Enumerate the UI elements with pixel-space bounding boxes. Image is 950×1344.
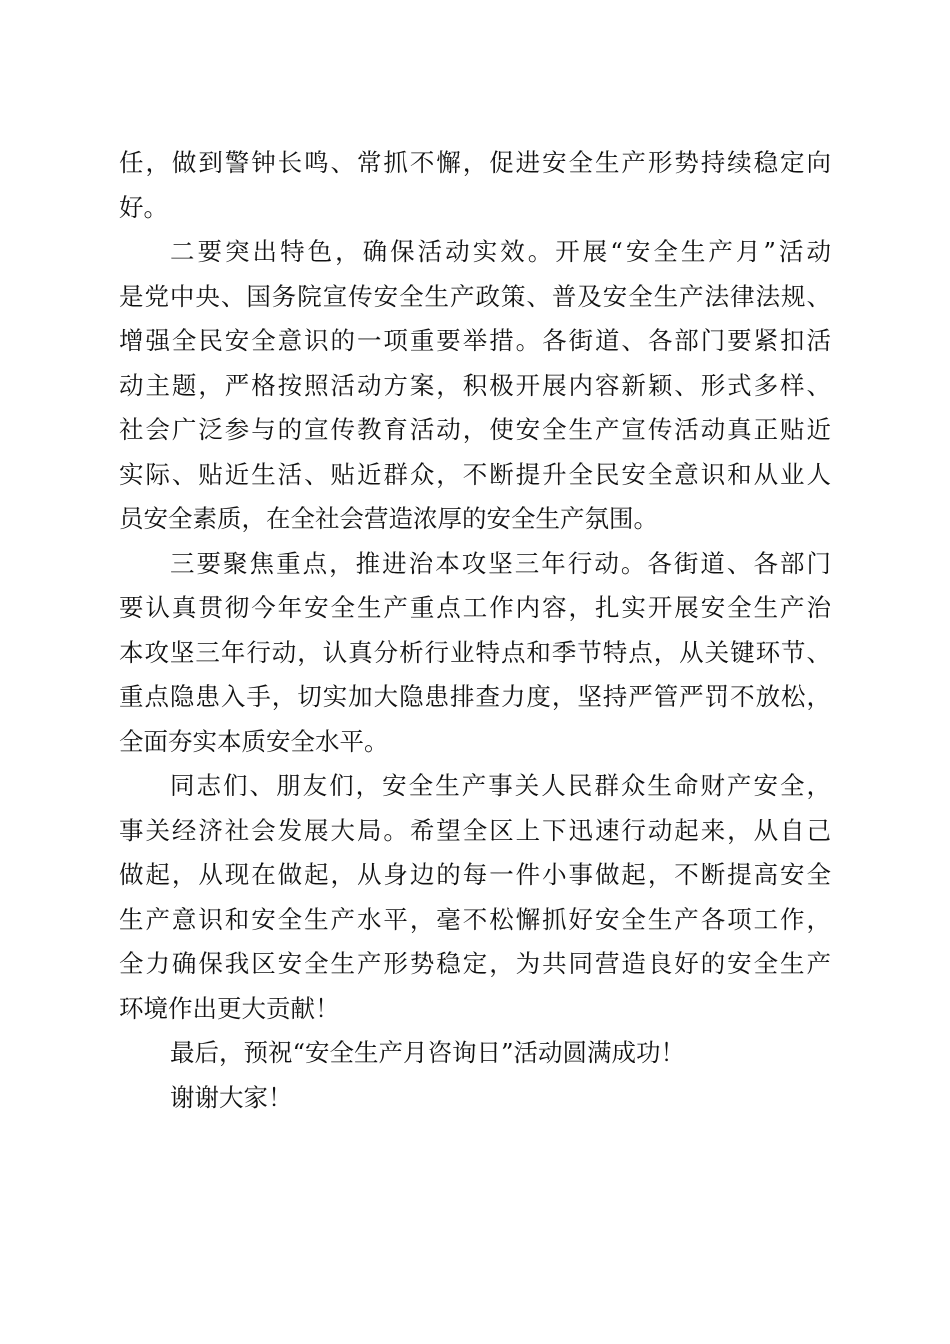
text-line: 全力确保我区安全生产形势稳定，为共同营造良好的安全生产 [119, 949, 831, 978]
text-line: 动主题，严格按照活动方案，积极开展内容新颖、形式多样、 [119, 370, 831, 400]
text-line: 生产意识和安全生产水平，毫不松懈抓好安全生产各项工作， [119, 904, 831, 934]
paragraph-highlight-features [119, 230, 831, 542]
text-line: 要认真贯彻今年安全生产重点工作内容，扎实开展安全生产治 [119, 593, 831, 622]
text-line: 谢谢大家！ [170, 1082, 293, 1112]
paragraph-call-to-action [119, 764, 831, 1031]
text-line: 三要聚焦重点，推进治本攻坚三年行动。各街道、各部门 [170, 548, 831, 578]
text-line: 事关经济社会发展大局。希望全区上下迅速行动起来，从自己 [119, 815, 831, 845]
document-body [119, 141, 831, 1120]
paragraph-closing-wish [119, 1031, 831, 1076]
text-line: 增强全民安全意识的一项重要举措。各街道、各部门要紧扣活 [119, 326, 831, 355]
text-line: 好。 [119, 192, 168, 222]
text-line: 任，做到警钟长鸣、常抓不懈，促进安全生产形势持续稳定向 [119, 148, 831, 177]
text-line: 最后，预祝“安全生产月咨询日”活动圆满成功！ [170, 1038, 686, 1067]
text-line: 环境作出更大贡献！ [119, 993, 340, 1023]
text-line: 是党中央、国务院宣传安全生产政策、普及安全生产法律法规、 [119, 281, 831, 311]
text-line: 重点隐患入手，切实加大隐患排查力度，坚持严管严罚不放松， [119, 682, 831, 711]
text-line: 全面夯实本质安全水平。 [119, 726, 389, 756]
text-line: 做起，从现在做起，从身边的每一件小事做起，不断提高安全 [119, 860, 831, 889]
text-line: 本攻坚三年行动，认真分析行业特点和季节特点，从关键环节、 [119, 637, 831, 667]
text-line: 员安全素质，在全社会营造浓厚的安全生产氛围。 [119, 504, 658, 533]
text-line: 社会广泛参与的宣传教育活动，使安全生产宣传活动真正贴近 [119, 415, 831, 444]
paragraph-focus-priorities [119, 542, 831, 765]
paragraph-continuation [119, 141, 831, 230]
text-line: 实际、贴近生活、贴近群众，不断提升全民安全意识和从业人 [119, 459, 831, 489]
paragraph-thanks [119, 1076, 831, 1121]
text-line: 二要突出特色，确保活动实效。开展“安全生产月”活动 [170, 237, 831, 266]
text-line: 同志们、朋友们，安全生产事关人民群众生命财产安全， [170, 771, 831, 800]
